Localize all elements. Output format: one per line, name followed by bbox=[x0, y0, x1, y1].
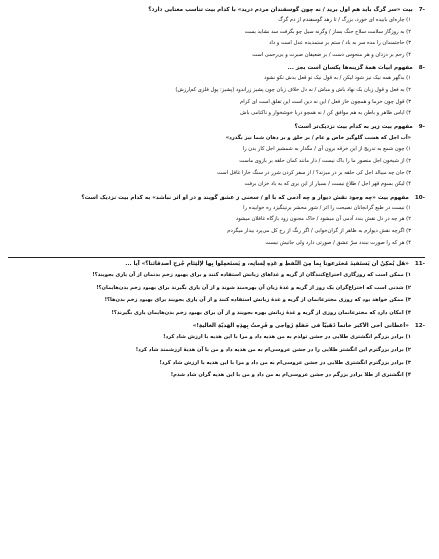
question-stem bbox=[8, 260, 425, 269]
option-3: ۳) اگرچه نقش دیوارم به ظاهر از گران‌خوابی / اگر رنگ از رخ کل می‌پرد بیدار میگردم bbox=[227, 227, 411, 234]
question-number: -9 bbox=[418, 123, 425, 130]
option-1: ۱) برادر بزرگم انگشتری طلایی در جشن تولدم به من هدیه داد و مرا با این هدیه با ارزش شاد کرد! bbox=[163, 334, 411, 341]
question-8 bbox=[8, 64, 425, 119]
question-text: مفهوم ابیات همهٔ گزینه‌ها یکسان است بجز ... bbox=[287, 65, 413, 72]
question-number: -11 bbox=[414, 261, 425, 268]
option-2: ۲) هر چه در دل نقش بندد آدمی آن میشود / خاک مجنون زود بازگاه غافلان میشود bbox=[235, 216, 411, 223]
option-1: ۱) چون شمع به تدریج از این خرقه برون آی / مگذار به شمشیر اجل کار بدن را bbox=[242, 146, 411, 153]
option-2: ۲) به روزگار سلامت سلاح جنگ بساز / وگرنه سیل چو بگرفت سد نشاید بست bbox=[244, 28, 411, 35]
question-11 bbox=[8, 260, 425, 319]
option-4: ۴) انگشتری از طلا برادر بزرگم در جشن عروسی‌ام به من داد و من با این هدیه گران شاد شدم! bbox=[170, 372, 411, 379]
option-2: ۲) به فعل و قول زبان یک نهاد باش و مباش / نه دل خلاف زبان چون پشیز زراندود (پشیز: پول فلزی کم‌ارزش) bbox=[175, 86, 411, 93]
question-number: -8 bbox=[418, 65, 425, 72]
question-number: -12 bbox=[414, 323, 425, 330]
option-4: ۴) ایاس ظاهر و باطن به هم موافق کن / نه همچو دربا خوشخوار و ناکنامی باش bbox=[240, 110, 411, 117]
option-1: ۱) بدگهر همه نیک نیز شود لیکن / به قول نیک تو قعل بدش نکو نشود bbox=[264, 75, 411, 82]
question-10 bbox=[8, 194, 425, 249]
section-divider bbox=[8, 257, 425, 258]
question-stem bbox=[8, 322, 425, 331]
option-4: ۴) رحم بر دزدان و هر منحوس دست / بر ضعیفان صبرت و بی‌رحمی است bbox=[252, 51, 411, 58]
option-3: ۳) برادر بزرگترم انگشتری طلایی در جشن عروسی‌ام به من داد و مرا با این هدیه با ارزش شاد کرد! bbox=[159, 359, 411, 366]
option-2: ۲) برادر بزرگترم این انگشتر طلایی را در جشن عروسی‌ام به من هدیه داد و من با آن هدیهٔ ارزشمند شاد کرد! bbox=[135, 347, 411, 354]
option-2: ۲) از شیخون اجل منصور ما را باک نیست / دار مانند کمان حلقه بر بازوی ماست bbox=[239, 157, 411, 164]
option-3: ۳) جان چه میبالد اجل کی حلقه بر در میزند؟ / از سفر کردن شرر در سنگ خارا غافل است bbox=[217, 169, 411, 176]
section-gap bbox=[8, 252, 425, 256]
question-text: بیت «سر گرگ باید هم اول برید / نه چون گوسفندان مردم درید» با کدام بیت تناسب معنایی دارد؟ bbox=[148, 7, 413, 13]
question-number: -7 bbox=[418, 7, 425, 13]
question-stem bbox=[8, 123, 425, 132]
option-1: ۱) نیست در طبع گرانجانان نصیحت را اثر / شور محشر برنینگیزد ره خوابیده را bbox=[243, 204, 411, 211]
question-7 bbox=[8, 6, 425, 61]
question-text: «أعطانی أخی الأکبر خاتماً ذَهَبیّاً فی حَفلةِ زَواجی و فَرِحتُ بِهذِهِ الهَدیّةِ الغالیةِ!» bbox=[192, 323, 409, 330]
option-3: ۳) قول چون خرما و همچون خار فعل / این نه دین است این تفلق است ای کرام bbox=[240, 98, 411, 105]
option-2: ۲) شدنی است که اختراع‌گران یک روز از گریه و غدهٔ زبان آن بهره‌مند شوند و از آن یاری بگیرند برای بهبود زخم بدن‌هایمان؟! bbox=[96, 284, 411, 291]
question-9 bbox=[8, 123, 425, 191]
question-stem bbox=[8, 64, 425, 73]
question-text: «هَل یُمکِنُ أن یَستَفیدَ مُختَرعونا بِما مِنَ النِّفطِ و عَدِهِ لِسانِه، و یَستَعمِلوا بِها لإلتِئامِ جُرحِ أصدقائنا؟» آیا ... bbox=[125, 261, 409, 268]
question-stem bbox=[8, 6, 425, 15]
quoted-verse: «آب اجل که هست گلوگیر خاص و عام / بر حلق و بر دهان شما نیز بگذرد» bbox=[225, 134, 411, 141]
question-12 bbox=[8, 322, 425, 381]
question-number: -10 bbox=[414, 194, 425, 201]
option-3: ۳) حاجتمندان را مده سر به باد / ستم بر ستمدیده عدل است و داد bbox=[269, 40, 411, 47]
question-text: مفهوم بیت زیر به کدام بیت نزدیک‌تر است؟ bbox=[294, 123, 413, 130]
question-stem bbox=[8, 194, 425, 203]
option-1: ۱) چاره‌ای بابیده ای خورد، بزرگ / تا رهد گوسفندم از دم گرگ bbox=[278, 17, 411, 23]
option-4: ۴) هر که را صورت نبندد سرّ عشق / صورتی دارد ولی جانیش نیست bbox=[265, 239, 411, 246]
option-1: ۱) ممکن است که روزگاری اختراع‌کنندگان از گریه و غذاهای زبانش استفاده کنند و برای بهبود زخم بدنمان از آن یاری بجویند؟! bbox=[92, 272, 411, 279]
question-text: مفهوم بیت «چه وجود نقش دیوار و چه آدمی که با او / سخنی ز عشق گویند و در او اثر نباشد» به کدام بیت نزدیک است؟ bbox=[81, 194, 409, 201]
option-4: ۴) لیکن بسوم قهر اجل / طلاع نیست / بسیار از این بری که به باد خزان برفت bbox=[244, 181, 411, 188]
option-3: ۳) ممکن خواهد بود که روزی مخترعانمان از گریه و غدهٔ زبانش استفاده کنند و از آن یاری بجویند برای بهبود زخم بدن‌ها؟! bbox=[104, 297, 411, 304]
option-4: ۴) امکان دارد که مخترعانمان روزی از گریه و غدهٔ زبانش بهره بجویند و از آن برای بهبود زخم بدن‌هایمان یاری بگیرند؟! bbox=[111, 309, 411, 316]
